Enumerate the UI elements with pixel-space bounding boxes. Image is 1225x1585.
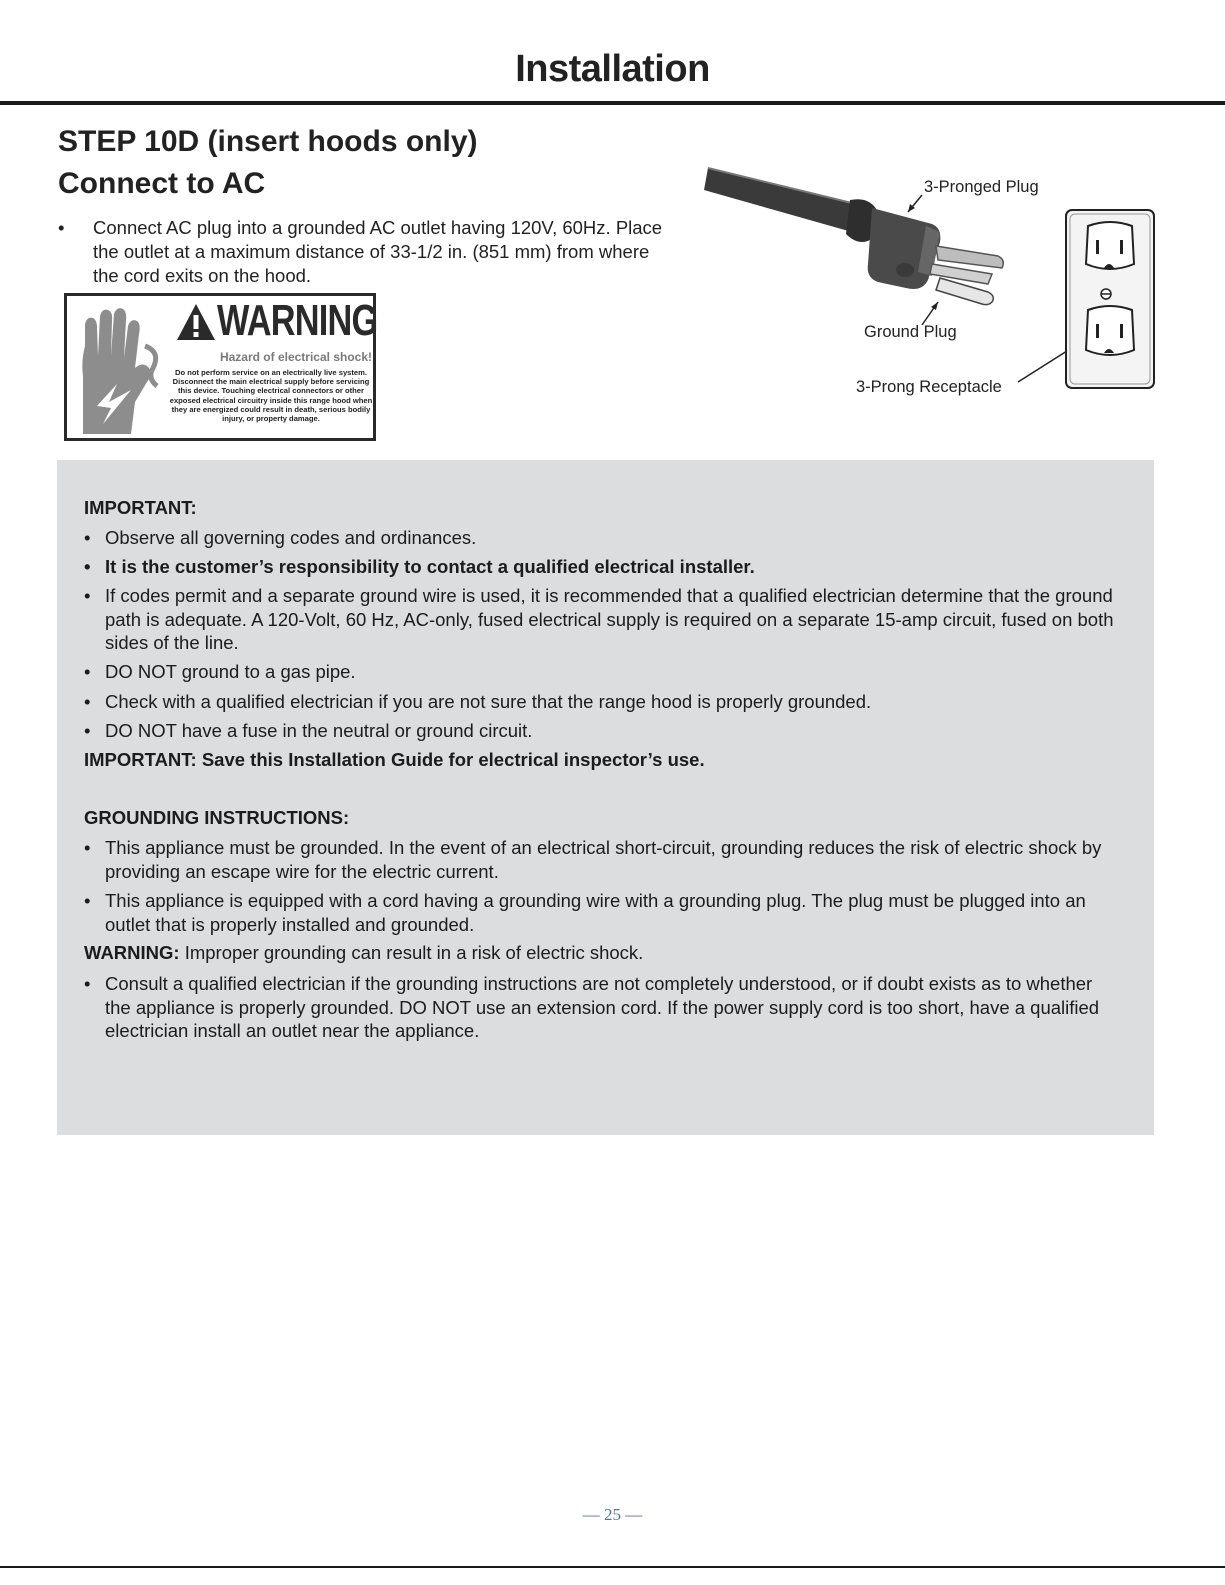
page-title: Installation — [515, 48, 710, 90]
save-note: IMPORTANT: Save this Installation Guide for electrical inspector’s use. — [84, 749, 705, 770]
header-divider — [0, 101, 1225, 105]
footer-divider — [0, 1566, 1225, 1568]
step-subtitle: Connect to AC — [58, 167, 266, 200]
bullet-dot: • — [84, 661, 91, 682]
bullet-dot: • — [84, 585, 91, 606]
receptacle-label: 3-Prong Receptacle — [856, 378, 1002, 396]
list-item-text: Consult a qualified electrician if the grounding instructions are not completely understood, or if doubt exists as to whether the appliance is properly grounded. DO NOT use an extension cord. If the power supply cord is too short, have a qualified electrician install an outlet near the appliance. — [105, 973, 1100, 1041]
ground-plug-label: Ground Plug — [864, 323, 957, 341]
grounding-heading: GROUNDING INSTRUCTIONS: — [84, 807, 350, 828]
bullet-dot: • — [84, 527, 91, 548]
grounding-warning-label: WARNING: — [84, 942, 180, 963]
list-item — [84, 836, 1119, 883]
list-item-text: DO NOT ground to a gas pipe. — [105, 661, 356, 682]
important-heading: IMPORTANT: — [84, 497, 197, 518]
list-item — [84, 660, 1119, 684]
bullet-dot: • — [58, 217, 65, 238]
list-item-text: This appliance must be grounded. In the event of an electrical short-circuit, grounding reduces the risk of electric shock by providing an escape wire for the electric current. — [105, 837, 1102, 882]
list-item — [84, 690, 1119, 714]
warning-title: WARNING — [217, 296, 378, 345]
list-item-text: Check with a qualified electrician if you are not sure that the range hood is properly grounded. — [105, 691, 872, 712]
list-item-text: It is the customer’s responsibility to contact a qualified electrical installer. — [105, 556, 755, 577]
list-item-text: Observe all governing codes and ordinances. — [105, 527, 477, 548]
list-item — [84, 526, 1119, 550]
list-item — [84, 719, 1119, 743]
bullet-dot: • — [84, 556, 91, 577]
grounding-warning — [84, 942, 643, 964]
list-item — [84, 584, 1119, 655]
grounding-warning-text: Improper grounding can result in a risk of electric shock. — [179, 942, 644, 963]
bullet-dot: • — [84, 973, 91, 994]
bullet-dot: • — [84, 720, 91, 741]
list-item-text: If codes permit and a separate ground wire is used, it is recommended that a qualified electrician determine that the ground path is adequate. A 120-Volt, 60 Hz, AC-only, fused electrical supply is required on a separate 15-amp circuit, fused on both sides of the line. — [105, 585, 1114, 653]
list-item — [84, 555, 1119, 579]
intro-bullet — [58, 216, 678, 288]
electric-shock-hand-icon — [73, 306, 168, 436]
warning-triangle-icon — [175, 302, 217, 344]
warning-hazard: Hazard of electrical shock! — [219, 350, 372, 364]
plug-diagram — [700, 160, 1160, 405]
intro-bullet-text: Connect AC plug into a grounded AC outlet having 120V, 60Hz. Place the outlet at a maximum distance of 33-1/2 in. (851 mm) from where the cord exits on the hood. — [93, 217, 663, 286]
warning-body: Do not perform service on an electrically live system. Disconnect the main electrical supply before servicing this device. Touching electrical connectors or other exposed electrical circuitry inside this range hood when they are energized could result in death, serious bodily injury, or property damage. — [169, 368, 373, 424]
plug-label: 3-Pronged Plug — [924, 178, 1039, 196]
list-item-text: This appliance is equipped with a cord having a grounding wire with a grounding plug. The plug must be plugged into an outlet that is properly installed and grounded. — [105, 890, 1086, 935]
list-item — [84, 889, 1119, 936]
page-number: — 25 — — [582, 1505, 643, 1524]
bullet-dot: • — [84, 890, 91, 911]
list-item — [84, 972, 1119, 1043]
warning-label — [64, 293, 376, 441]
step-title: STEP 10D (insert hoods only) — [58, 125, 478, 158]
list-item-text: DO NOT have a fuse in the neutral or ground circuit. — [105, 720, 533, 741]
bullet-dot: • — [84, 837, 91, 858]
bullet-dot: • — [84, 691, 91, 712]
